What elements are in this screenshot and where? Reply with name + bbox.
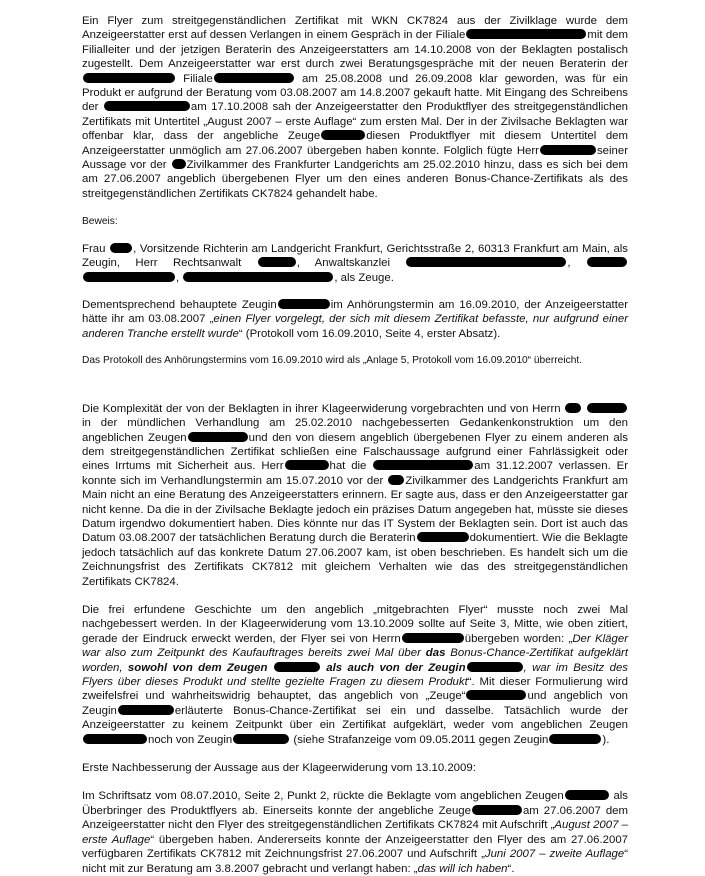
redaction-mark: [274, 662, 320, 672]
text-run: Frau: [82, 242, 106, 255]
redaction-mark: [183, 272, 333, 282]
redaction-mark: [565, 403, 581, 413]
paragraph-hearing-statement: [82, 298, 628, 341]
text-run: hat die: [329, 460, 367, 473]
redaction-mark: [388, 475, 404, 485]
redaction-mark: [540, 145, 596, 155]
text-run: Dementsprechend behauptete Zeugin: [82, 299, 277, 311]
text-run: als Überbringer des Produktflyers ab. Einerseits konnte der angebliche Zeuge: [82, 790, 628, 817]
redaction-mark: [233, 734, 289, 744]
text-run: seiner Aussage vor der: [82, 144, 628, 172]
redaction-mark: [467, 662, 523, 672]
text-run: im Anhörungstermin am 16.09.2010, der Anzeigeerstatter hätte ihr am 03.08.2007 „: [82, 299, 629, 326]
text-run: Zivilkammer des Frankfurter Landgerichts am 25.02.2010 hinzu, dass es sich bei dem am 27.06.2007 angeblich übergebenen Flyer um den eines anderen Bonus-Chance-Zertifikats als des streitgegenständlichen Zertifikats CK7824 gehandelt habe.: [82, 159, 628, 200]
text-run: und den von diesem angeblich übergebenen Flyer zu einem anderen als dem streitgegenständlichen Zertifikat schließen eine Falschaussage aufgrund einer Fahrlässigkeit oder eines Irrtums mit Sicherheit aus. Herr: [82, 431, 628, 473]
redaction-mark: [172, 159, 186, 169]
redaction-mark: [278, 299, 330, 309]
text-run: “ (Protokoll vom 16.09.2010, Seite 4, erster Absatz).: [238, 327, 501, 340]
text-run: am 31.12.2007 verlassen. Er konnte sich im Verhandlungstermin am 15.07.2010 vor der: [82, 460, 629, 487]
redaction-mark: [83, 734, 147, 744]
redaction-mark: [402, 633, 464, 643]
paragraph-flyer-delivery: [82, 14, 628, 201]
redaction-mark: [214, 73, 294, 83]
redaction-mark: [321, 130, 365, 140]
redaction-mark: [417, 532, 469, 542]
redaction-mark: [587, 257, 627, 267]
text-run: “.: [507, 862, 515, 875]
text-run: Die Komplexität der von der Beklagten in ihrer Klageerwiderung vorgebrachten und von Herrn: [82, 402, 561, 415]
redaction-mark: [466, 690, 526, 700]
emphasis-text: das: [425, 647, 446, 660]
text-run: Bonus-Chance-Zertifikat aufgeklärt worden,: [82, 647, 629, 674]
redaction-mark: [285, 460, 329, 470]
text-run: in der mündlichen Verhandlung am 25.02.2010 nachgebesserten Gedankenkonstruktion um den angeblichen Zeugen: [82, 417, 628, 444]
text-run: noch von Zeugin: [148, 733, 233, 746]
redaction-mark: [549, 734, 601, 744]
text-run: erläuterte Bonus-Chance-Zertifikat sei ein und dasselbe. Tatsächlich wurde der Anzeigeerstatter zu keinem Zeitpunkt über ein Zertifikat aufgeklärt, weder vom angeblichen Zeugen: [82, 704, 628, 732]
section-heading-first-revision: Erste Nachbesserung der Aussage aus der Klageerwiderung vom 13.10.2009:: [82, 762, 476, 775]
text-run: “. Mit dieser Formulierung wird zweifelsfrei und wahrheitswidrig behauptet, das angeblich von „Zeuge“: [82, 676, 628, 703]
redaction-mark: [104, 101, 190, 111]
redaction-mark: [466, 29, 586, 39]
redaction-mark: [83, 73, 175, 83]
text-run: diesen Produktflyer mit diesem Untertitel dem Anzeigeerstatter unmöglich am 27.06.2007 übergeben haben konnte. Folglich fügte Herr: [82, 130, 628, 157]
redaction-mark: [406, 257, 566, 267]
redaction-mark: [83, 272, 175, 282]
text-run: ,: [176, 271, 180, 284]
beweis-heading: Beweis:: [82, 216, 118, 228]
text-run: , Vorsitzende Richterin am Landgericht Frankfurt, Gerichtsstraße 2, 60313 Frankfurt am Main, als Zeugin, Herr Rechtsanwalt: [82, 242, 629, 270]
redaction-mark: [110, 243, 132, 253]
text-run: mit dem Filialleiter und der jetzigen Beraterin des Anzeigeerstatters am 14.10.2008 von der Beklagten postalisch zugestellt. Dem Anzeigeerstatter war erst durch zwei Beratungsgespräche mit der neuen Beraterin der: [82, 29, 628, 71]
emphasis-text: sowohl von dem Zeugen: [127, 661, 268, 674]
text-run: übergeben worden: „: [464, 632, 573, 645]
text-run: am 27.06.2007 dem Anzeigeerstatter nicht den Flyer des streitgegenständlichen Zertifikats CK7824 mit Aufschrift „: [82, 804, 628, 832]
redaction-mark: [565, 790, 609, 800]
text-run: (siehe Strafanzeige vom 09.05.2011 gegen Zeugin: [293, 733, 549, 746]
text-run: Zivilkammer des Landgerichts Frankfurt am Main nicht an eine Beratung des Anzeigeerstatters erinnern. Er sagte aus, dass er den Anzeigeerstatter gar nicht kenne. Da die in der Zivilsache Beklagte jedoch ein präzises Datum angegeben hat, müsste sie dieses Datum irgendwo dokumentiert haben. Dies könnte nur das IT System der Beklagten sein. Dort ist auch das Datum 03.08.2007 der tatsächlichen Beratung durch die Beraterin: [82, 474, 628, 545]
quote-text: das will ich haben: [417, 862, 508, 875]
text-run: Die frei erfundene Geschichte um den angeblich „mitgebrachten Flyer“ musste noch zwei Mal nachgebessert werden. In der Klageerwiderung vom 13.10.2009 sollte auf Seite 3, Mitte, wie oben zitiert, gerade der Eindruck erweckt werden, der Flyer sei von Herrn: [82, 604, 628, 645]
text-run: “ nicht mit zur Beratung am 3.8.2007 gebracht und verlangt haben: „: [82, 848, 628, 875]
paragraph-protocol-note: Das Protokoll des Anhörungstermins vom 16.09.2010 wird als „Anlage 5, Protokoll vom 16.09.2010“ überreicht.: [82, 355, 583, 367]
text-run: , als Zeuge.: [334, 271, 394, 284]
text-run: ,: [567, 257, 571, 270]
text-run: Ein Flyer zum streitgegenständlichen Zertifikat mit WKN CK7824 aus der Zivilklage wurde dem Anzeigeerstatter erst auf dessen Verlangen in einem Gespräch in der Filiale: [82, 15, 628, 42]
text-run: Im Schriftsatz vom 08.07.2010, Seite 2, Punkt 2, rückte die Beklagte vom angeblichen Zeugen: [82, 790, 564, 803]
quote-text: Juni 2007 – zweite Auflage: [484, 848, 625, 861]
text-run: , Anwaltskanzlei: [296, 257, 391, 270]
text-run: dokumentiert. Wie die Beklagte jedoch tatsächlich auf das konkrete Datum 27.06.2007 kam, ist oben beschrieben. Es handelt sich um die Zeichnungsfrist des Zertifikats CK7812 mit gleichem Verhalten wie das des streitgegenständlichen Zertifikats CK7824.: [82, 532, 628, 588]
text-run: am 25.08.2008 und 26.09.2008 klar geworden, was für ein Produkt er aufgrund der Beratung vom 03.08.2007 am 14.8.2007 gekauft hatte. Mit Eingang des Schreibens der: [82, 72, 628, 114]
redaction-mark: [472, 805, 522, 815]
paragraph-brief-20100708: [82, 789, 628, 875]
document-page: [82, 14, 628, 876]
text-run: Der Kläger war also zum Zeitpunkt des Kaufauftrages bereits zwei Mal über: [82, 632, 628, 660]
emphasis-text: als auch von der Zeugin: [326, 661, 466, 674]
quote-text: einen Flyer vorgelegt, der sich mit diesem Zertifikat befasste, nur aufgrund einer anderen Tranche erstellt wurde: [82, 313, 628, 340]
redaction-mark: [188, 432, 248, 442]
text-run: , war im Besitz des Flyers über dieses Produkt und stellte gezielte Fragen zu diesem Produkt: [82, 661, 628, 689]
paragraph-complexity: [82, 402, 628, 589]
text-run: “ übergeben haben. Andererseits konnte der Anzeigeerstatter den Flyer des am 27.06.2007 verfügbaren Zertifikats CK7812 mit Zeichnungsfrist 27.06.2007 und Aufschrift „: [82, 833, 628, 861]
redaction-mark: [258, 257, 296, 267]
paragraph-witnesses: [82, 242, 628, 285]
redaction-mark: [118, 705, 174, 715]
text-run: ).: [602, 733, 610, 746]
text-run: und angeblich von Zeugin: [82, 690, 629, 717]
redaction-mark: [587, 403, 627, 413]
text-run: Filiale: [183, 72, 213, 85]
text-run: am 17.10.2008 sah der Anzeigeerstatter den Produktflyer des streitgegenständlichen Zertifikats mit Untertitel „August 2007 – erste Auflage“ zum ersten Mal. Der in der Zivilsache Beklagten war offenbar klar, dass der angebliche Zeuge: [82, 101, 629, 143]
redaction-mark: [373, 460, 473, 470]
quote-text: August 2007 – erste Auflage: [82, 819, 629, 846]
paragraph-invented-story: [82, 603, 628, 747]
